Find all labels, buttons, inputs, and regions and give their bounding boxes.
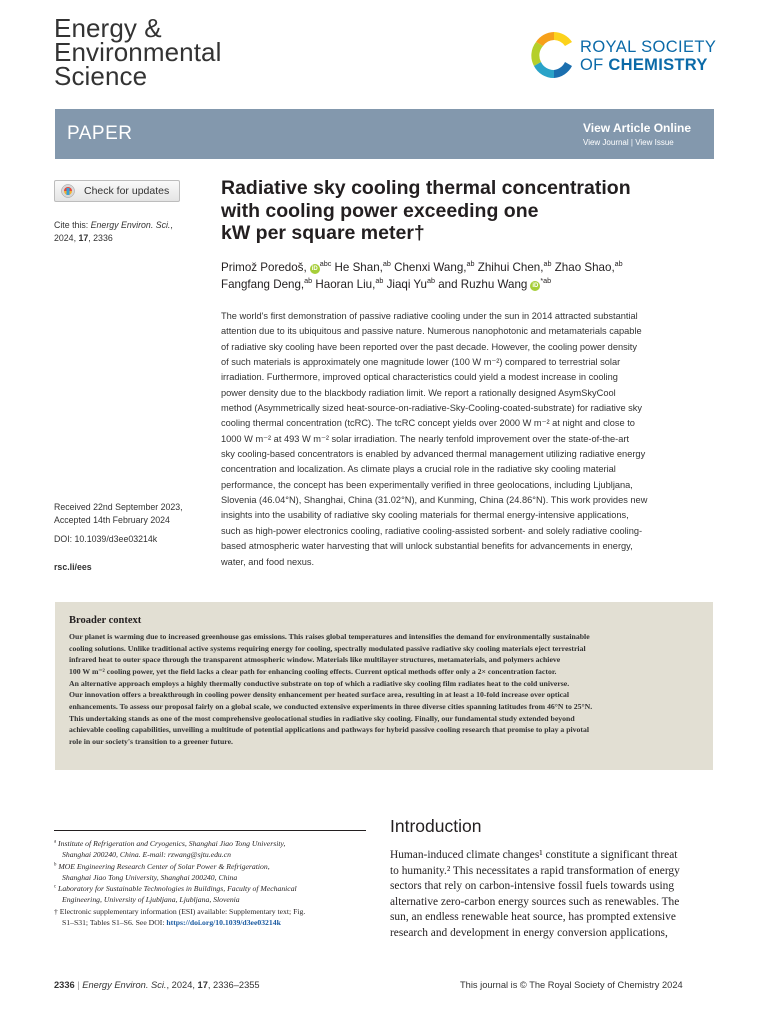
abstract-line: concentration and localization. As climate plays a crucial role in the radiative sky cooling material — [221, 464, 616, 475]
abstract-line: of such materials is approximately one magnitude lower (100 W m⁻²) compared to terrestrial solar — [221, 357, 621, 368]
abstract-line: based atmospheric water harvesting that will unlock substantial benefits for advancements in energy, — [221, 541, 633, 552]
check-for-updates-button[interactable] — [54, 180, 180, 202]
abstract — [221, 309, 713, 570]
abstract-line: of radiative sky cooling have been reported over the past decade. However, the cooling power density — [221, 341, 637, 352]
footnote-rule — [54, 830, 366, 831]
broader-context-line: achievable cooling capabilities, unveiling a multitude of potential applications and pathways for hybrid passive cooling research that promise to play a pivotal — [69, 725, 590, 735]
journal-title-line2: Environmental — [54, 37, 222, 67]
affiliation-footnotes: $^a$ Institute of Refrigeration and Cryogenics, Shanghai Jiao Tong University, Shanghai 200240, China. E-mail: rzwang@sjtu.edu.cn $^b$ MOE Engineering Research Center of Solar Power & Refrigeration, Shanghai Jiao Tong University, Shanghai 200240, China $^c$ Laboratory for Sustainable Technologies in Buildings, Faculty of Mechanical Engineering, University of Ljubljana, Ljubljana, Slovenia † Electronic supplementary information (ESI) available: Supplementary text; Fig. S1–S31; Tables S1–S6. See DOI: https://doi.org/10.1039/d3ee03214k — [54, 838, 374, 928]
broader-context-line: cooling solutions. Unlike traditional active systems requiring energy for cooling, spectrally modulated passive radiative sky cooling materials eject terrestrial — [69, 643, 586, 653]
publisher-name-line2: OF CHEMISTRY — [580, 56, 708, 74]
view-article-online-link[interactable]: View Article Online — [583, 121, 692, 135]
received-date: Received 22nd September 2023, — [54, 502, 183, 512]
abstract-line: The world's first demonstration of passive radiative cooling under the sun in 2014 attracted substantial — [221, 311, 638, 321]
banner-links: View Journal | View Issue — [583, 138, 674, 147]
crossmark-icon — [61, 184, 75, 198]
introduction-line: Human-induced climate changes¹ constitute a significant threat — [390, 849, 678, 861]
footnote-c: $^c$ Laboratory for Sustainable Technologies in Buildings, Faculty of Mechanical — [54, 884, 297, 894]
introduction-line: sectors that rely on carbon-intensive fossil fuels towards using — [390, 880, 675, 893]
received-accepted-dates — [54, 501, 183, 527]
introduction-line: research and development in energy conversion applications, — [390, 926, 668, 939]
footnote-esi: † Electronic supplementary information (ESI) available: Supplementary text; Fig. — [54, 906, 306, 916]
rsc-logo-icon — [528, 28, 576, 82]
abstract-line: such as high-power electronics cooling, radiative cooling-assisted sorbent- and solely radiative cooling- — [221, 525, 643, 536]
abstract-line: method (Asymmetrically sized heat-source-on-radiative-Sky-Cooling-coated-substrate) for radiative sky — [221, 403, 643, 414]
esi-doi-link[interactable]: https://doi.org/10.1039/d3ee03214k — [166, 918, 281, 928]
orcid-icon[interactable]: iD — [532, 283, 539, 289]
article-type-label: PAPER — [67, 123, 133, 144]
abstract-line: attention due to its ubiquitous and passive nature. Numerous nanophotonic and metamaterials capable — [221, 326, 642, 337]
abstract-line: power density due to the blackbody radiation limit. We report a rationally designed AsymSkyCool — [221, 387, 616, 398]
broader-context-line: This undertaking stands as one of the most comprehensive geolocational studies in radiative sky cooling. Finally, our fundamental study extended beyond — [69, 713, 575, 723]
footnote-b: $^b$ MOE Engineering Research Center of Solar Power & Refrigeration, — [54, 861, 270, 871]
abstract-line: Slovenia (46.04°N), Shanghai, China (31.02°N), and Kunming, China (24.86°N). This work provides new — [221, 495, 648, 506]
footnote-a: $^a$ Institute of Refrigeration and Cryogenics, Shanghai Jiao Tong University, — [54, 839, 286, 848]
abstract-line: sky cooling-based concentrators is enabled by advanced thermal management utilizing radiative energy — [221, 449, 646, 460]
page-footer-right: This journal is © The Royal Society of Chemistry 2024 — [460, 980, 683, 990]
view-journal-link[interactable]: View Journal — [583, 138, 629, 147]
broader-context-title: Broader context — [69, 615, 142, 626]
citation-block: Cite this: Energy Environ. Sci., 2024, 17, 2336 — [54, 220, 173, 243]
author: Primož Poredoš, — [221, 261, 307, 274]
article-title: Radiative sky cooling thermal concentration with cooling power exceeding one kW per square meter† — [221, 177, 631, 244]
abstract-line: water, and food nexus. — [221, 556, 315, 567]
journal-title — [54, 13, 314, 91]
introduction-heading: Introduction — [390, 816, 482, 836]
broader-context-line: infrared heat to outer space through the transparent atmospheric window. Materials like multilayer structures, metamaterials, and polymers achieve — [69, 655, 561, 665]
broader-context-line: role in our society's transition to a greener future. — [69, 736, 233, 746]
journal-title-line3: Science — [54, 61, 148, 91]
broader-context-line: An alternative approach employs a highly thermally conductive substrate on top of which a radiative sky cooling film radiates heat to the cold universe. — [69, 678, 570, 688]
abstract-line: insights into the usability of radiative sky cooling materials for thermal energy-intensive applications, — [221, 510, 629, 521]
journal-title-line1: Energy & — [54, 13, 162, 43]
orcid-icon[interactable]: iD — [311, 266, 318, 272]
publisher-name-line1: ROYAL SOCIETY — [580, 38, 717, 56]
broader-context-line: enhancements. To assess our proposal fairly on a global scale, we conducted extensive experiments in three diverse cities spanning latitudes from 46°N to 25°N. — [69, 701, 593, 711]
introduction-line: to humanity.² This necessitates a rapid transformation of energy — [390, 864, 680, 877]
page-footer-left: 2336 | Energy Environ. Sci., 2024, 17, 2336–2355 — [54, 980, 260, 990]
broader-context-line: Our planet is warming due to increased greenhouse gas emissions. This raises global temperatures and intensifies the demand for environmentally sustainable — [69, 632, 590, 641]
broader-context-line: Our innovation offers a breakthrough in cooling power density enhancement per heated surface area, resulting in at least a 10-fold increase over optical — [69, 690, 570, 700]
introduction-line: alternative zero-carbon energy sources such as renewables. The — [390, 895, 680, 908]
broader-context-text — [69, 631, 699, 748]
introduction-line: sun, an endless renewable heat source, has prompted extensive — [390, 911, 676, 924]
accepted-date: Accepted 14th February 2024 — [54, 515, 170, 525]
abstract-line: 1000 W m⁻² at 493 W m⁻² solar irradiation. The nearly tenfold improvement over the state-of-the-art — [221, 433, 630, 444]
journal-url[interactable]: rsc.li/ees — [54, 562, 92, 572]
abstract-line: performance, the concept has been experimentally verified in three geolocations, including Ljubljana, — [221, 479, 633, 490]
abstract-line: cooling thermal concentration (tcRC). The tcRC concept yields over 2000 W m⁻² at night and close to — [221, 418, 635, 429]
author-list: Primož Poredoš, $iD^{abc}$ He Shan,$^{ab}$ Chenxi Wang,$^{ab}$ Zhihui Chen,$^{ab}$ Zhao Shao,$^{ab}$ Fangfang Deng,$^{ab}$ Haoran Liu,$^{ab}$ Jiaqi $Yu^{ab}$ and Ruzhu Wang $iD^{*ab}$ — [221, 259, 623, 291]
introduction-text — [390, 848, 713, 942]
doi[interactable]: DOI: 10.1039/d3ee03214k — [54, 534, 158, 544]
broader-context-line: 100 W m⁻² cooling power, yet the field lacks a clear path for enhancing cooling effects. Current optical methods offer only a 2× concentration factor. — [69, 666, 557, 676]
check-for-updates-label: Check for updates — [84, 185, 170, 197]
abstract-line: irradiation. Furthermore, improved optical characteristics could yield a modest increase in cooling — [221, 372, 618, 383]
view-issue-link[interactable]: View Issue — [635, 138, 674, 147]
